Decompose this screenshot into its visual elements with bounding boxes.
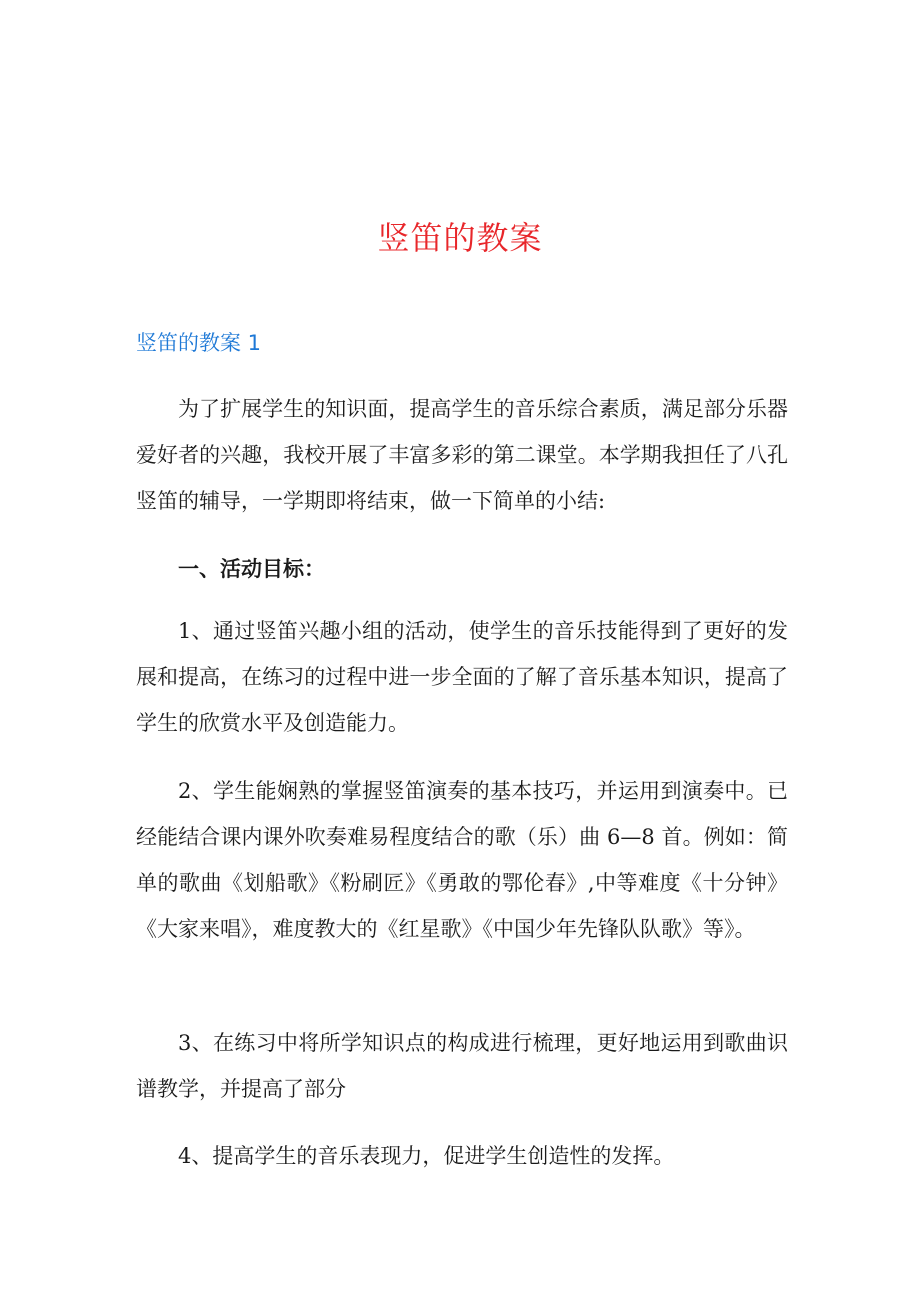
intro-paragraph: 为了扩展学生的知识面，提高学生的音乐综合素质，满足部分乐器爱好者的兴趣，我校开展了丰富多彩的第二课堂。本学期我担任了八孔竖笛的辅导，一学期即将结束，做一下简单的小结: [136,397,788,513]
section-heading: 竖笛的教案 1 [136,331,262,355]
goal-item-3: 3、在练习中将所学知识点的构成进行梳理，更好地运用到歌曲识谱教学，并提高了部分 [136,1031,788,1101]
document-title: 竖笛的教案 [377,219,543,257]
activity-goals-heading: 一、活动目标： [178,557,325,581]
goal-item-2: 2、学生能娴熟的掌握竖笛演奏的基本技巧，并运用到演奏中。已经能结合课内课外吹奏难易程度结合的歌（乐）曲 6—8 首。例如：简单的歌曲《划船歌》《粉刷匠》《勇敢的鄂伦春》,中等难度《十分钟》《大家来唱》，难度教大的《红星歌》《中国少年先锋队队歌》等》。 [136,779,788,941]
goal-item-1: 1、通过竖笛兴趣小组的活动，使学生的音乐技能得到了更好的发展和提高，在练习的过程中进一步全面的了解了音乐基本知识，提高了学生的欣赏水平及创造能力。 [136,619,788,735]
goal-item-4: 4、提高学生的音乐表现力，促进学生创造性的发挥。 [178,1144,675,1168]
